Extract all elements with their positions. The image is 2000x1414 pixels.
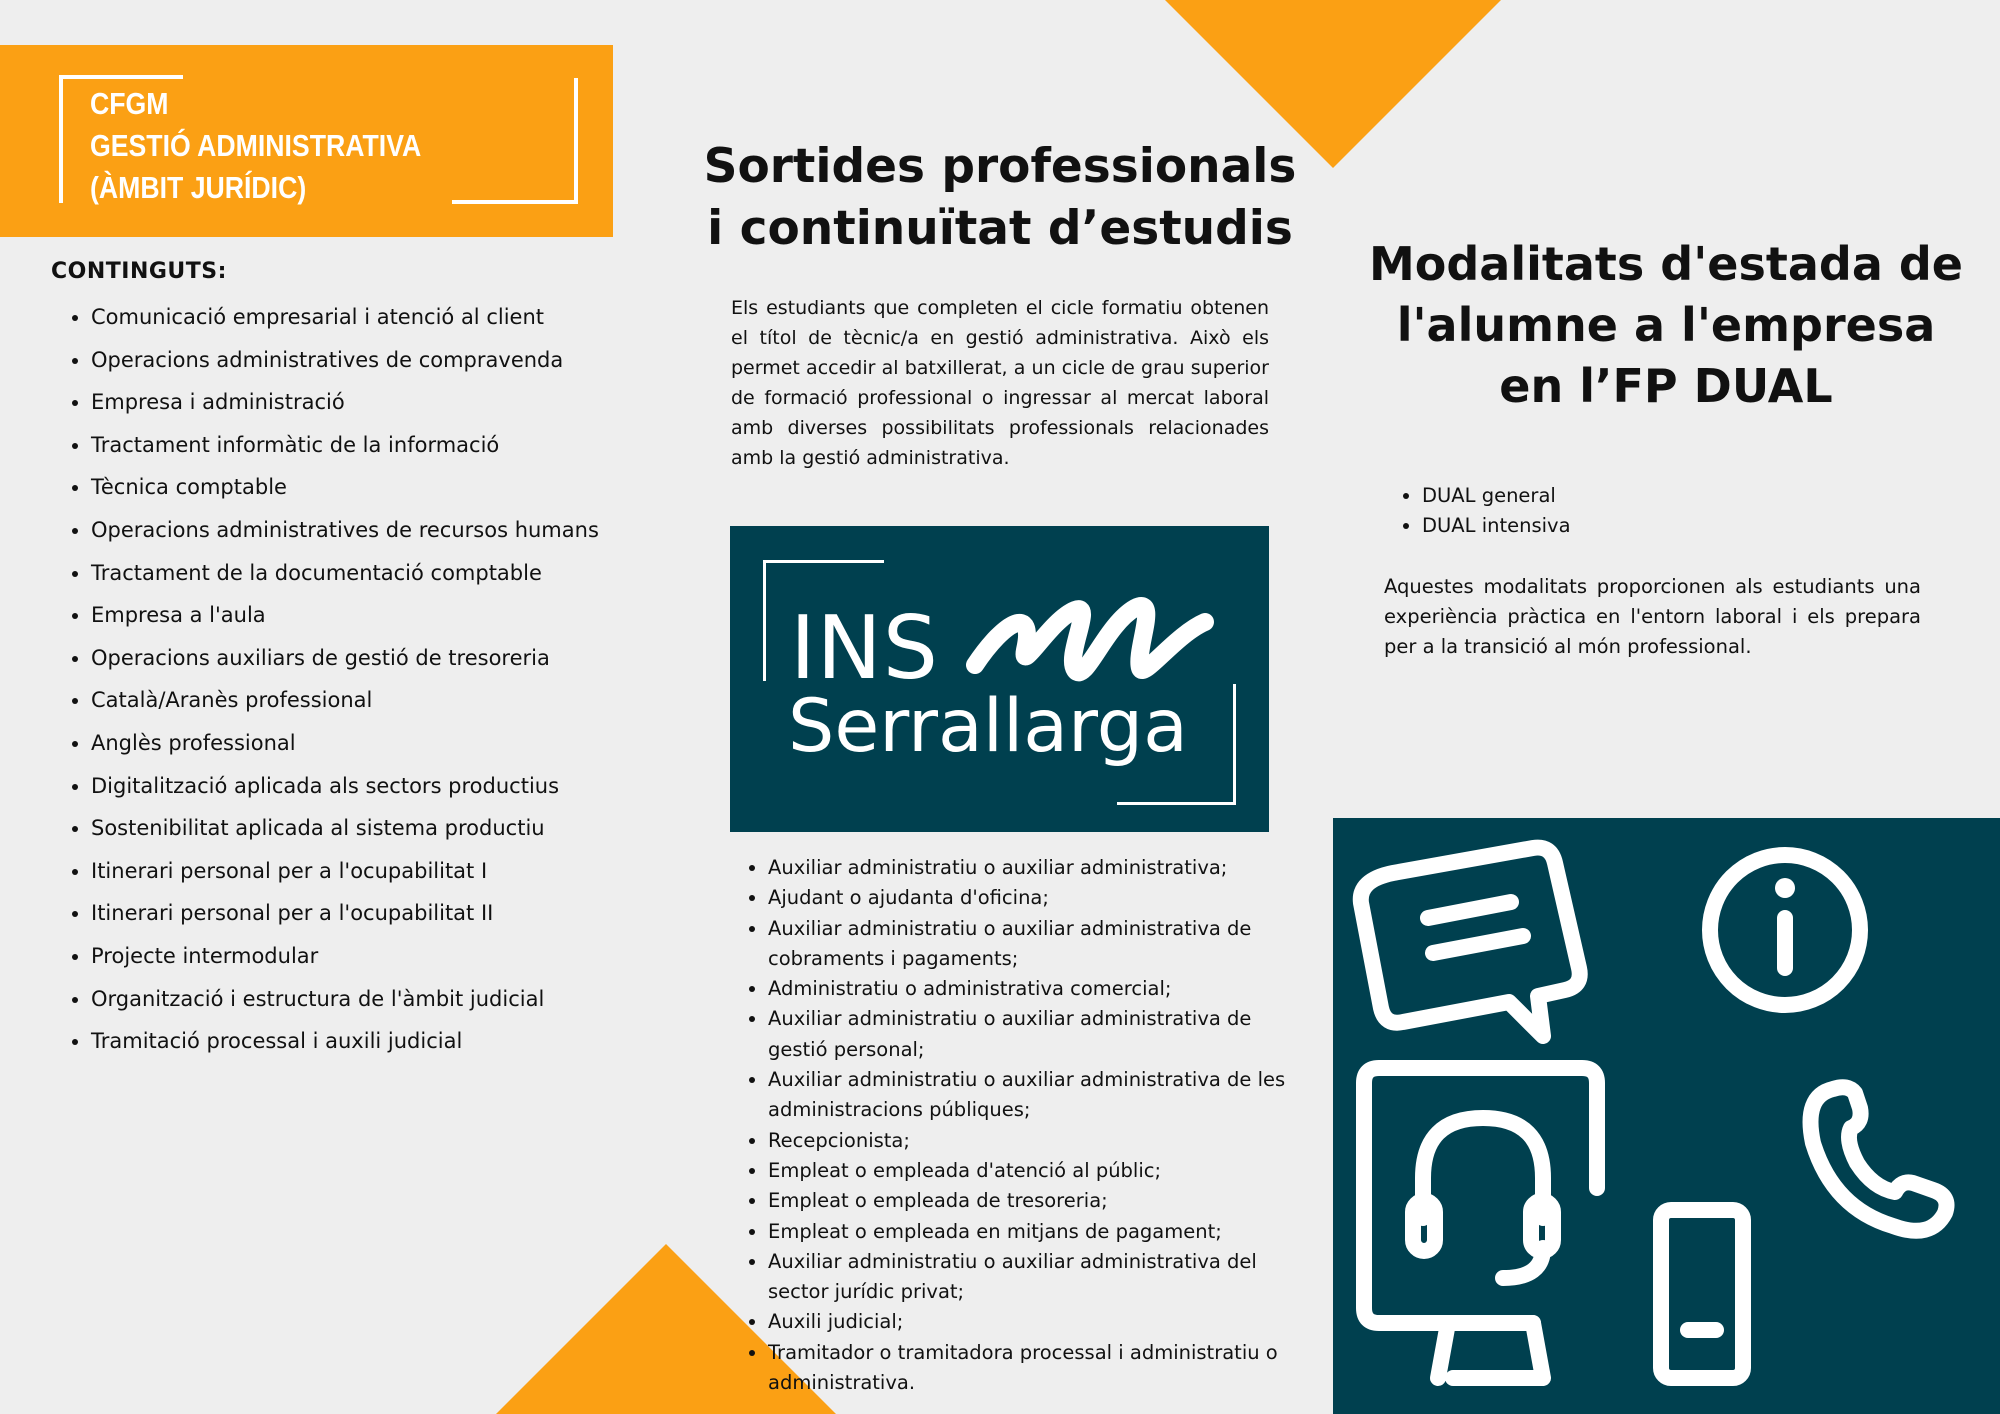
job-list-item: • Auxiliar administratiu o auxiliar administrativa; <box>768 853 1308 883</box>
contents-list <box>50 296 611 1063</box>
job-list-item: • Empleat o empleada d'atenció al públic; <box>768 1156 1308 1186</box>
contents-list-item: • Digitalització aplicada als sectors productius <box>91 765 611 808</box>
job-list-item: • Empleat o empleada en mitjans de pagament; <box>768 1217 1308 1247</box>
contents-list-item: • Empresa a l'aula <box>91 594 611 637</box>
monitor-headset-icon <box>1364 1068 1743 1378</box>
dual-mode-item: • DUAL intensiva <box>1422 511 1571 541</box>
contents-list-item: • Tècnica comptable <box>91 466 611 509</box>
logo-brushstroke-icon <box>965 580 1215 700</box>
job-list-item: • Auxiliar administratiu o auxiliar administrativa de les administracions públiques; <box>768 1065 1308 1126</box>
job-list-item: • Auxiliar administratiu o auxiliar administrativa del sector jurídic privat; <box>768 1247 1308 1308</box>
job-list-item: • Auxiliar administratiu o auxiliar administrativa de cobraments i pagaments; <box>768 914 1308 975</box>
contents-list-item: • Tractament de la documentació comptable <box>91 552 611 595</box>
contents-list-item: • Empresa i administració <box>91 381 611 424</box>
contents-list-item: • Català/Aranès professional <box>91 679 611 722</box>
contents-list-item: • Operacions administratives de compravenda <box>91 339 611 382</box>
course-title-line: GESTIÓ ADMINISTRATIVA <box>90 128 422 163</box>
contents-list-item: • Projecte intermodular <box>91 935 611 978</box>
contents-list-item: • Tramitació processal i auxili judicial <box>91 1020 611 1063</box>
job-list-item: • Administratiu o administrativa comercial; <box>768 974 1308 1004</box>
chat-bubble-icon <box>1361 848 1580 1036</box>
icons-illustration <box>1333 818 2000 1414</box>
phone-icon <box>1811 1087 1947 1231</box>
dual-paragraph: Aquestes modalitats proporcionen als estudiants una experiència pràctica en l'entorn laboral i els prepara per a la transició al món professional. <box>1384 575 1921 658</box>
contents-list-item: • Organització i estructura de l'àmbit judicial <box>91 978 611 1021</box>
job-list-item: • Ajudant o ajudanta d'oficina; <box>768 883 1308 913</box>
job-list-item: • Tramitador o tramitadora processal i administratiu o administrativa. <box>768 1338 1308 1399</box>
course-title-line: (ÀMBIT JURÍDIC) <box>90 170 307 205</box>
dual-mode-item: • DUAL general <box>1422 481 1571 511</box>
dual-modes-list <box>1384 481 1571 541</box>
contents-list-item: • Operacions administratives de recursos humans <box>91 509 611 552</box>
contents-list-item: • Sostenibilitat aplicada al sistema productiu <box>91 807 611 850</box>
contents-list-item: • Anglès professional <box>91 722 611 765</box>
dual-title: Modalitats d'estada de l'alumne a l'empresa en l’FP DUAL <box>1368 237 1964 413</box>
contents-heading: CONTINGUTS: <box>51 259 227 284</box>
careers-paragraph: Els estudiants que completen el cicle formatiu obtenen el títol de tècnic/a en gestió administrativa. Això els permet accedir al batxillerat, a un cicle de grau superior de formació professional o ingressar al mercat laboral amb diverses possibilitats professionals relacionades amb la gestió administrativa. <box>731 297 1269 469</box>
course-title <box>90 83 486 209</box>
contents-list-item: • Tractament informàtic de la informació <box>91 424 611 467</box>
contents-list-item: • Comunicació empresarial i atenció al client <box>91 296 611 339</box>
logo-text-ins: INS <box>790 597 939 699</box>
contents-list-item: • Itinerari personal per a l'ocupabilitat I <box>91 850 611 893</box>
course-title-line: CFGM <box>90 86 169 121</box>
contents-list-item: • Operacions auxiliars de gestió de tresoreria <box>91 637 611 680</box>
job-list-item: • Auxiliar administratiu o auxiliar administrativa de gestió personal; <box>768 1004 1308 1065</box>
job-list-item: • Empleat o empleada de tresoreria; <box>768 1186 1308 1216</box>
contents-list-item: • Itinerari personal per a l'ocupabilitat II <box>91 892 611 935</box>
careers-title: Sortides professionals i continuïtat d’estudis <box>703 139 1297 256</box>
info-icon <box>1710 855 1860 1005</box>
jobs-list <box>730 853 1308 1398</box>
logo-text-serrallarga: Serrallarga <box>788 684 1188 769</box>
job-list-item: • Recepcionista; <box>768 1126 1308 1156</box>
job-list-item: • Auxili judicial; <box>768 1307 1308 1337</box>
